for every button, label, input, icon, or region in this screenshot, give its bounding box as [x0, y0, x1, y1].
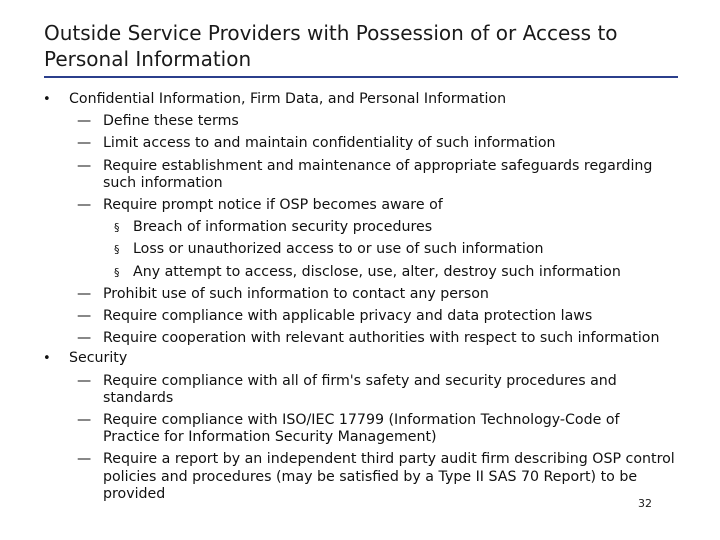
list-item-text: Require establishment and maintenance of appropriate safeguards regarding such information	[103, 157, 653, 191]
list-item	[0, 158, 720, 192]
list-item	[0, 451, 720, 503]
dash-icon: —	[77, 135, 92, 152]
dash-icon: —	[77, 113, 92, 130]
dash-icon: —	[77, 308, 92, 325]
list-item	[0, 373, 720, 407]
bullet-security	[0, 350, 720, 367]
bullet-text: Security	[69, 350, 128, 367]
list-item	[0, 197, 720, 214]
list-item	[0, 113, 720, 130]
list-item	[0, 308, 720, 325]
list-item	[0, 330, 720, 347]
list-item-text: Limit access to and maintain confidentiality of such information	[103, 135, 556, 152]
dash-icon: —	[77, 330, 92, 347]
list-item-text: Define these terms	[103, 113, 239, 130]
slide-content	[0, 88, 720, 503]
sub-list-item-text: Any attempt to access, disclose, use, alter, destroy such information	[133, 263, 621, 280]
bullet-icon: •	[43, 351, 51, 367]
bullet-confidential-information	[0, 91, 720, 108]
title-divider	[44, 76, 678, 78]
list-item-text: Prohibit use of such information to contact any person	[103, 285, 489, 302]
dash-icon: —	[77, 157, 92, 174]
list-item	[0, 286, 720, 303]
list-item-text: Require prompt notice if OSP becomes aware of	[103, 197, 443, 214]
sub-list-item-text: Loss or unauthorized access to or use of such information	[133, 241, 544, 258]
dash-icon: —	[77, 197, 92, 214]
list-item-text: Require compliance with ISO/IEC 17799 (Information Technology-Code of Practice for Information Security Management)	[103, 412, 620, 446]
square-bullet-icon: §	[114, 243, 120, 257]
list-item-text: Require cooperation with relevant authorities with respect to such information	[103, 330, 660, 347]
square-bullet-icon: §	[114, 265, 120, 279]
list-item-text: Require compliance with applicable privacy and data protection laws	[103, 308, 593, 325]
dash-icon: —	[77, 285, 92, 302]
dash-icon: —	[77, 451, 92, 468]
sub-list-item	[0, 241, 720, 258]
list-item-text: Require compliance with all of firm's safety and security procedures and standards	[103, 372, 617, 406]
page-number: 32	[638, 497, 652, 510]
sub-list-item	[0, 264, 720, 281]
square-bullet-icon: §	[114, 221, 120, 235]
bullet-icon: •	[43, 92, 51, 107]
sub-list-item-text: Breach of information security procedures	[133, 219, 433, 236]
dash-icon: —	[77, 372, 92, 389]
slide-title: Outside Service Providers with Possession of or Access to Personal Information	[44, 21, 618, 71]
list-item	[0, 412, 720, 446]
bullet-text: Confidential Information, Firm Data, and Personal Information	[69, 91, 507, 107]
list-item-text: Require a report by an independent third party audit firm describing OSP control policies and procedures (may be satisfied by a Type II SAS 70 Report) to be provided	[103, 451, 675, 502]
sub-list-item	[0, 219, 720, 236]
list-item	[0, 135, 720, 152]
dash-icon: —	[77, 412, 92, 429]
